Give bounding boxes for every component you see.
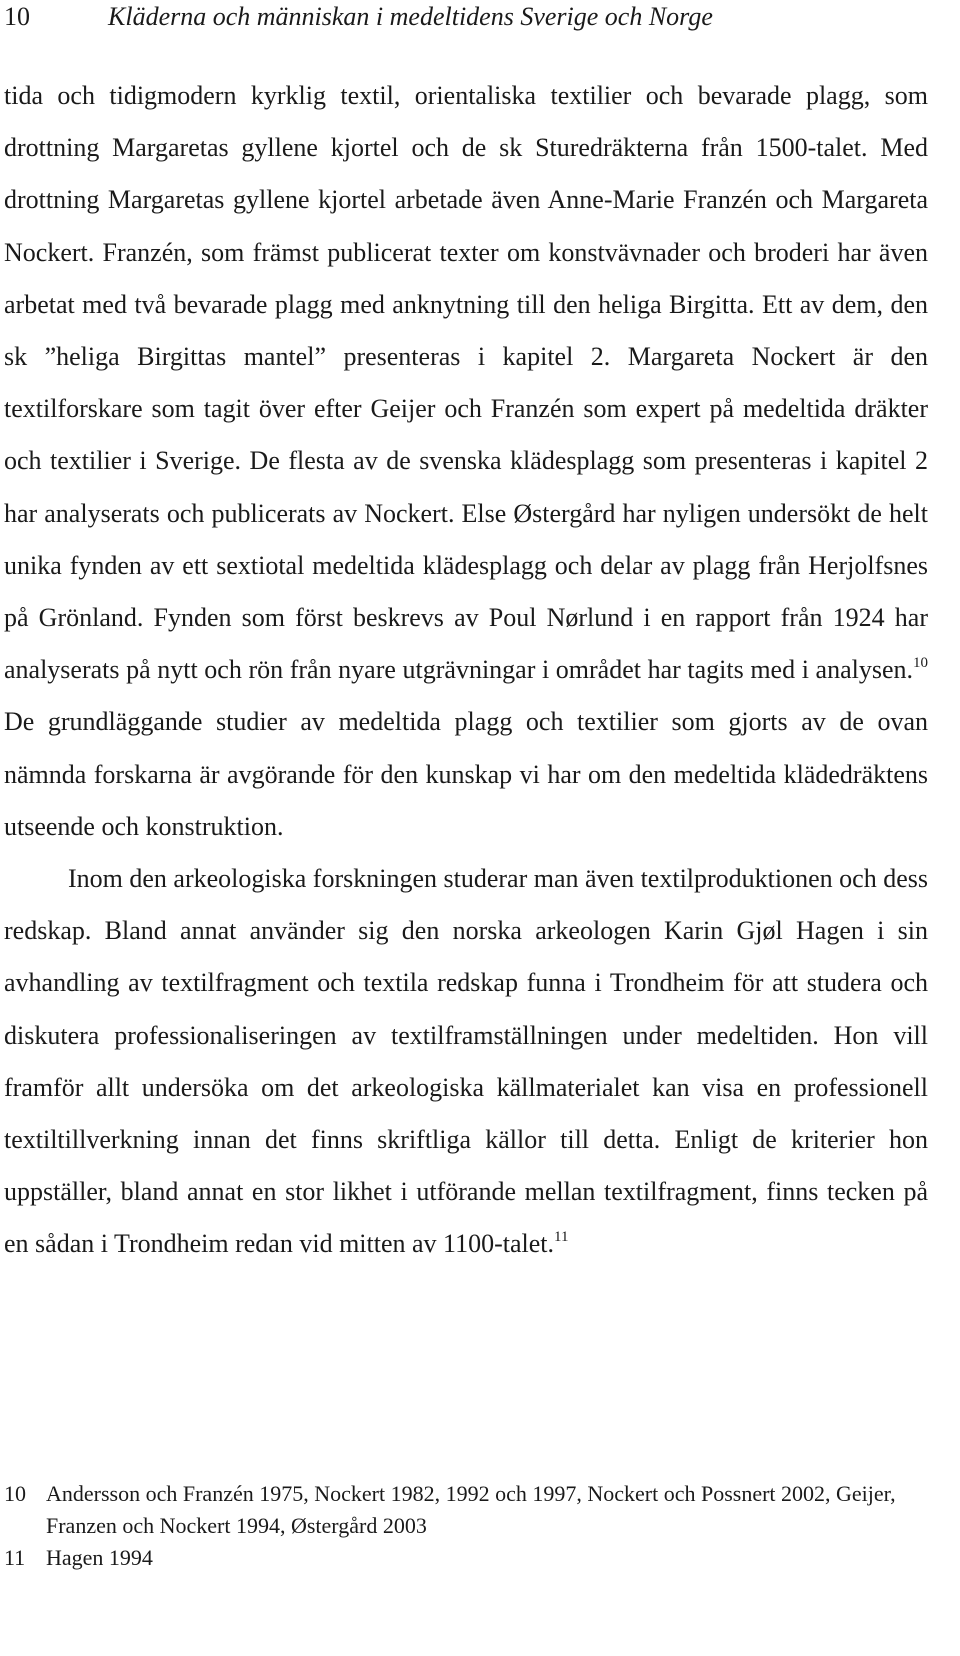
footnote-number: 11 [4, 1545, 26, 1570]
footnote-text: Andersson och Franzén 1975, Nockert 1982, 1992 och 1997, Nockert och Possnert 2002, Geijer, Franzen och Nockert 1994, Østergård 2003 [46, 1481, 896, 1538]
body-text [4, 70, 928, 1271]
paragraph-text: Inom den arkeologiska forskningen studerar man även textilproduktionen och dess redskap. Bland annat använder sig den norska arkeologen Karin Gjøl Hagen i sin avhandling av textilfragment och textila redskap funna i Trondheim för att studera och diskutera professionaliseringen av textilframställningen under medeltiden. Hon vill framför allt undersöka om det arkeologiska källmaterialet kan visa en professionell textiltillverkning innan det finns skriftliga källor till detta. Enligt de kriterier hon uppställer, bland annat en stor likhet i utförande mellan textilfragment, finns tecken på en sådan i Trondheim redan vid mitten av 1100-talet. [4, 864, 928, 1259]
footnote-reference: 11 [554, 1229, 569, 1246]
paragraph [4, 70, 928, 853]
page-header [0, 0, 960, 40]
footnote-reference: 10 [913, 655, 928, 672]
footnote [4, 1478, 928, 1542]
footnote [4, 1542, 928, 1574]
running-head: Kläderna och människan i medeltidens Sverige och Norge [108, 2, 713, 31]
page-number: 10 [4, 2, 30, 31]
footnote-text: Hagen 1994 [46, 1545, 153, 1570]
paragraph-text: tida och tidigmodern kyrklig textil, orientaliska textilier och bevarade plagg, som drottning Margaretas gyllene kjortel och de sk Sturedräkterna från 1500-talet. Med drottning Margaretas gyllene kjortel arbetade även Anne-Marie Franzén och Margareta Nockert. Franzén, som främst publicerat texter om konstvävnader och broderi har även arbetat med två bevarade plagg med anknytning till den heliga Birgitta. Ett av dem, den sk ”heliga Birgittas mantel” presenteras i kapitel 2. Margareta Nockert är den textilforskare som tagit över efter Geijer och Franzén som expert på medeltida dräkter och textilier i Sverige. De flesta av de svenska klädesplagg som presenteras i kapitel 2 har analyserats och publicerats av Nockert. Else Østergård har nyligen undersökt de helt unika fynden av ett sextiotal medeltida klädesplagg och delar av plagg från Herjolfsnes på Grönland. Fynden som först beskrevs av Poul Nørlund i en rapport från 1924 har analyserats på nytt och rön från nyare utgrävningar i området har tagits med i analysen. [4, 81, 928, 685]
footnote-number: 10 [4, 1481, 26, 1506]
footnotes [4, 1478, 928, 1574]
paragraph [4, 853, 928, 1271]
paragraph-text: De grundläggande studier av medeltida plagg och textilier som gjorts av de ovan nämnda forskarna är avgörande för den kunskap vi har om den medeltida klädedräktens utseende och konstruktion. [4, 707, 928, 841]
